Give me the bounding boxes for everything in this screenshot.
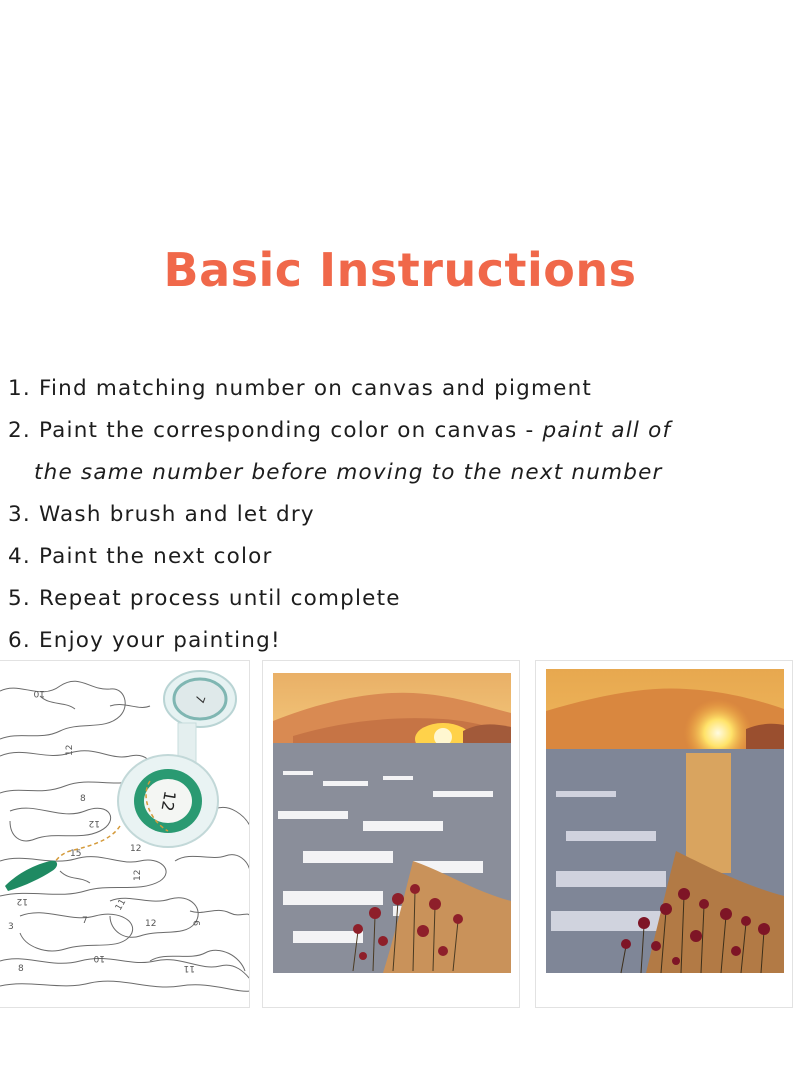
svg-text:7: 7 [192,693,208,705]
step-number: 1. [8,376,31,401]
svg-text:12: 12 [130,844,142,854]
step-2-continuation: the same number before moving to the next number [34,460,663,485]
svg-text:12: 12 [145,919,157,929]
svg-text:12: 12 [88,818,100,828]
finished-painting-image [535,660,793,1008]
step-1 [8,368,798,410]
step-number: 6. [8,628,31,653]
step-emphasis: paint all of [542,418,672,443]
step-text: Paint the next color [38,544,273,569]
step-number: 4. [8,544,31,569]
step-5 [8,578,798,620]
svg-text:11: 11 [113,897,129,913]
step-text: Find matching number on canvas and pigment [38,376,593,401]
step-number: 3. [8,502,31,527]
svg-text:9: 9 [193,920,203,926]
step-2 [8,410,798,452]
svg-text:15: 15 [70,849,82,859]
step-number: 2. [8,418,31,443]
svg-text:12: 12 [157,789,180,813]
svg-text:8: 8 [18,964,24,974]
svg-text:10: 10 [93,953,105,963]
step-text: Enjoy your painting! [38,628,281,653]
finished-sunset-painting [536,661,793,1008]
svg-text:3: 3 [8,922,14,932]
svg-text:8: 8 [80,794,86,804]
svg-text:12: 12 [16,896,28,906]
step-text: Repeat process until complete [38,586,401,611]
partial-sunset-painting [263,661,520,1008]
step-number: 5. [8,586,31,611]
svg-text:12: 12 [133,869,143,881]
svg-text:7: 7 [82,916,88,926]
svg-text:12: 12 [65,744,75,756]
paint-pot-icon [118,755,218,847]
partial-painting-image [262,660,520,1008]
step-text: Paint the corresponding color on canvas - [38,418,543,443]
svg-text:11: 11 [183,963,195,973]
svg-text:10: 10 [33,688,45,698]
instruction-list [8,368,798,662]
step-4 [8,536,798,578]
outline-canvas-image [0,660,250,1008]
step-text: Wash brush and let dry [38,502,315,527]
page-title: Basic Instructions [163,243,637,297]
step-6 [8,620,798,662]
paint-pot-lid-icon [164,671,236,727]
outline-canvas-illustration [0,661,250,1008]
step-3 [8,494,798,536]
